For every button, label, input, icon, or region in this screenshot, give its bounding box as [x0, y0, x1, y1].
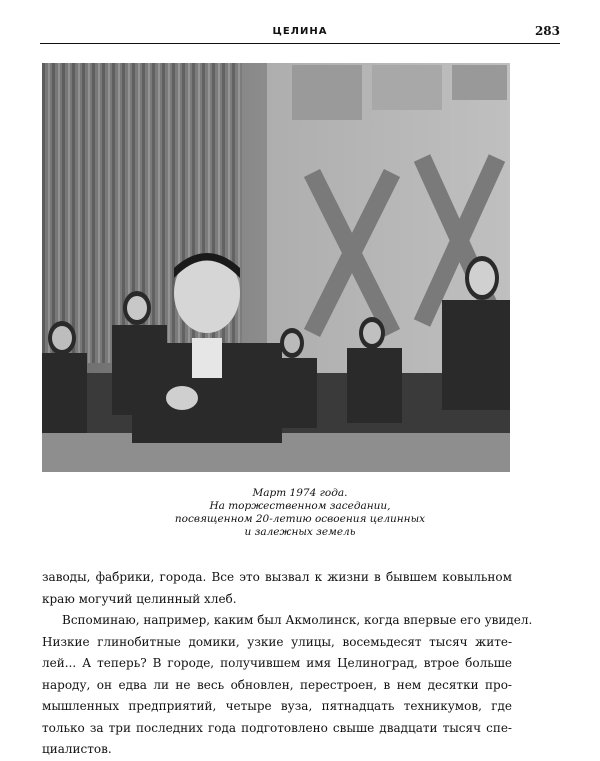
caption-line: посвященном 20-летию освоения целинных [174, 513, 426, 525]
body-line: народу, он едва ли не весь обновлен, перестроен, в нем десятки про- [42, 677, 512, 692]
caption-line: На торжественном заседании, [209, 500, 391, 512]
body-line: заводы, фабрики, города. Все это вызвал к жизни в бывшем ковыльном [42, 570, 512, 584]
photograph [42, 63, 510, 472]
body-line: лей... А теперь? В городе, получившем имя Целиноград, втрое больше [42, 656, 512, 670]
body-line: только за три последних года подготовлено свыше двадцати тысяч спе- [42, 720, 512, 735]
caption-line: Март 1974 года. [252, 487, 348, 499]
body-line: Вспоминаю, например, каким был Акмолинск, когда впервые его увидел. [62, 613, 533, 627]
page-number: 283 [534, 24, 560, 38]
body-line: циалистов. [42, 742, 112, 756]
caption-line: и залежных земель [244, 526, 356, 538]
running-title: ЦЕЛИНА [272, 26, 328, 37]
photo-caption [100, 487, 500, 539]
body-line: мышленных предприятий, четыре вуза, пятнадцать техникумов, где [42, 699, 512, 713]
body-line: краю могучий целинный хлеб. [42, 591, 237, 606]
header-rule [40, 43, 560, 44]
photo-illustration [42, 63, 510, 472]
body-text [42, 567, 533, 761]
body-line: Низкие глинобитные домики, узкие улицы, восемьдесят тысяч жите- [42, 634, 512, 649]
